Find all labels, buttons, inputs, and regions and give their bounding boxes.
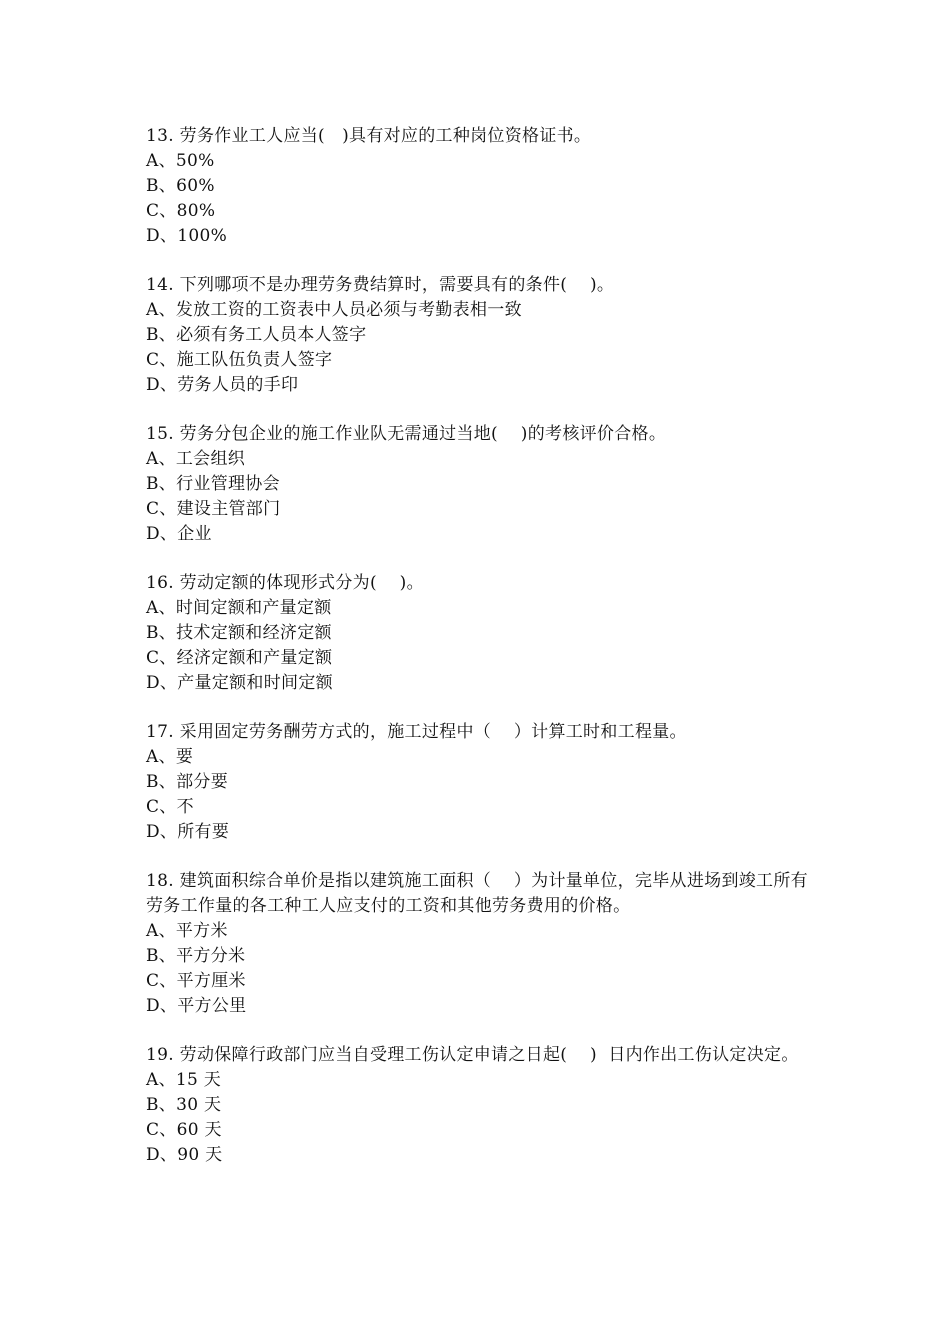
question-stem: 13. 劳务作业工人应当( )具有对应的工种岗位资格证书。 <box>146 126 592 146</box>
question-list <box>146 124 816 1192</box>
option-d: D、企业 <box>146 524 212 544</box>
option-a: A、发放工资的工资表中人员必须与考勤表相一致 <box>146 300 522 320</box>
option-c: C、施工队伍负责人签字 <box>146 350 333 370</box>
question-13 <box>146 124 816 249</box>
question-18 <box>146 869 816 1019</box>
question-stem: 19. 劳动保障行政部门应当自受理工伤认定申请之日起( ) 日内作出工伤认定决定。 <box>146 1045 799 1065</box>
option-d: D、100% <box>146 226 228 246</box>
question-stem: 16. 劳动定额的体现形式分为( )。 <box>146 573 424 593</box>
option-d: D、劳务人员的手印 <box>146 375 299 395</box>
option-b: B、技术定额和经济定额 <box>146 623 332 643</box>
option-c: C、经济定额和产量定额 <box>146 648 333 668</box>
option-c: C、不 <box>146 797 194 817</box>
option-a: A、平方米 <box>146 921 228 941</box>
option-b: B、60% <box>146 176 215 196</box>
option-a: A、50% <box>146 151 215 171</box>
question-stem: 18. 建筑面积综合单价是指以建筑施工面积（ ）为计量单位，完毕从进场到竣工所有劳务工作量的各工种工人应支付的工资和其他劳务费用的价格。 <box>146 871 808 916</box>
question-17 <box>146 720 816 845</box>
option-c: C、平方厘米 <box>146 971 246 991</box>
option-c: C、80% <box>146 201 216 221</box>
question-16 <box>146 571 816 696</box>
option-d: D、平方公里 <box>146 996 247 1016</box>
question-15 <box>146 422 816 547</box>
question-14 <box>146 273 816 398</box>
option-c: C、建设主管部门 <box>146 499 281 519</box>
option-b: B、行业管理协会 <box>146 474 280 494</box>
option-b: B、平方分米 <box>146 946 246 966</box>
option-b: B、必须有务工人员本人签字 <box>146 325 367 345</box>
option-c: C、60 天 <box>146 1120 222 1140</box>
option-a: A、工会组织 <box>146 449 246 469</box>
question-stem: 15. 劳务分包企业的施工作业队无需通过当地( )的考核评价合格。 <box>146 424 667 444</box>
option-a: A、15 天 <box>146 1070 222 1090</box>
question-stem: 17. 采用固定劳务酬劳方式的，施工过程中（ ）计算工时和工程量。 <box>146 722 687 742</box>
question-stem: 14. 下列哪项不是办理劳务费结算时，需要具有的条件( )。 <box>146 275 615 295</box>
option-b: B、30 天 <box>146 1095 222 1115</box>
option-b: B、部分要 <box>146 772 228 792</box>
option-a: A、时间定额和产量定额 <box>146 598 332 618</box>
option-d: D、所有要 <box>146 822 230 842</box>
option-d: D、90 天 <box>146 1145 223 1165</box>
option-a: A、要 <box>146 747 194 767</box>
option-d: D、产量定额和时间定额 <box>146 673 333 693</box>
question-19 <box>146 1043 816 1168</box>
